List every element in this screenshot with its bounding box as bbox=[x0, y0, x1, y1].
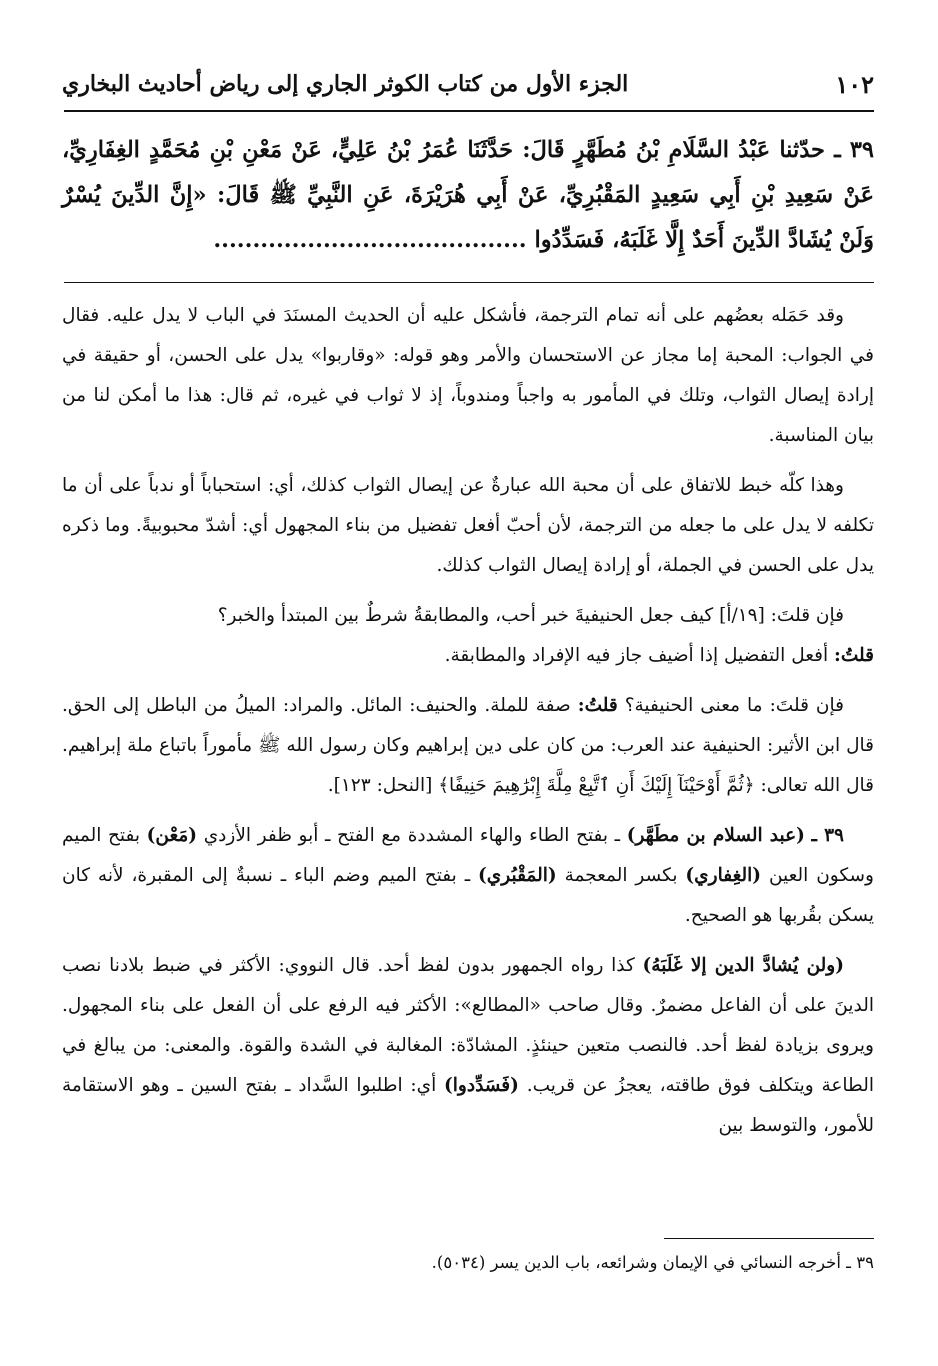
commentary-paragraph: (ولن يُشادَّ الدين إلا غَلَبَهُ) كذا رواه الجمهور بدون لفظ أحد. قال النووي: الأكثر في ضبط بلادنا نصب الدينَ على أن الفاعل مضمرٌ. وقال صاحب «المطالع»: الأكثر فيه الرفع على أن الفعل على بناء المجهول. ويروى بزيادة لفظ أحد. فالنصب متعين حينئذٍ. المشادّة: المغالبة في الشدة والقوة. والمعنى: من يبالغ في الطاعة ويتكلف فوق طاقته، يعجزُ عن قريب. (فَسَدِّدوا) أي: اطلبوا السَّداد ـ بفتح السين ـ وهو الاستقامة للأمور، والتوسط بين bbox=[62, 955, 874, 1136]
page-header bbox=[62, 62, 874, 106]
glossed-term: (المَقْبُري) bbox=[478, 865, 557, 886]
glossed-term: (فَسَدِّدوا) bbox=[444, 1075, 519, 1096]
commentary-paragraph: ٣٩ ـ (عبد السلام بن مطَهَّر) ـ بفتح الطاء والهاء المشددة مع الفتح ـ أبو ظفر الأزدي (مَعْن) بفتح الميم وسكون العين (الغِفاري) بكسر المعجمة (المَقْبُري) ـ بفتح الميم وضم الباء ـ نسبةٌ إلى المقبرة، لأنه كان يسكن بقُربها هو الصحيح. bbox=[62, 825, 874, 926]
hadith-text-block bbox=[62, 128, 874, 263]
hadith-text: حدّثنا عَبْدُ السَّلَامِ بْنُ مُطَهَّرٍ قَالَ: حَدَّثَنَا عُمَرُ بْنُ عَلِيٍّ، عَنْ مَعْنِ بْنِ مُحَمَّدٍ الغِفَارِيِّ، عَنْ سَعِيدِ بْنِ أَبِي سَعِيدٍ المَقْبُرِيِّ، عَنْ أَبِي هُرَيْرَةَ، عَنِ النَّبِيِّ ﷺ قَالَ: «إِنَّ الدِّينَ يُسْرٌ وَلَنْ يُشَادَّ الدِّينَ أَحَدٌ إِلَّا غَلَبَهُ، فَسَدِّدُوا ........................................ bbox=[62, 137, 874, 253]
commentary-paragraph: وهذا كلّه خبط للاتفاق على أن محبة الله عبارةٌ عن إيصال الثواب كذلك، أي: استحباباً أو ندباً على أن ما تكلفه لا يدل على ما جعله من الترجمة، لأن أحبّ أفعل تفضيل من بناء المجهول أي: أشدّ محبوبيةً. وما ذكره يدل على الحسن في الجملة، أو إرادة إيصال الثواب كذلك. bbox=[62, 475, 874, 576]
footnote: ٣٩ ـ أخرجه النسائي في الإيمان وشرائعه، باب الدين يسر (٥٠٣٤). bbox=[431, 1253, 874, 1272]
hadith-number: ٣٩ ـ bbox=[834, 137, 874, 163]
page-number: ١٠٢ bbox=[835, 69, 874, 99]
footnote-rule bbox=[664, 1238, 874, 1239]
commentary-paragraph: فإن قلتَ: ما معنى الحنيفية؟ قلتُ: صفة للملة. والحنيف: المائل. والمراد: الميلُ من الباطل إلى الحق. قال ابن الأثير: الحنيفية عند العرب: من كان على دين إبراهيم وكان رسول الله ﷺ مأموراً باتباع ملة إبراهيم. قال الله تعالى: ﴿ثُمَّ أَوْحَيْنَآ إِلَيْكَ أَنِ ٱتَّبِعْ مِلَّةَ إِبْرَٰهِيمَ حَنِيفًا﴾ [النحل: ١٢٣]. bbox=[62, 695, 874, 796]
answer-label: قلتُ: bbox=[577, 695, 618, 716]
entry-number: ٣٩ ـ bbox=[811, 825, 844, 846]
glossed-term: (الغِفاري) bbox=[685, 865, 762, 886]
answer-label: قلتُ: bbox=[834, 645, 874, 666]
glossed-term: (مَعْن) bbox=[146, 825, 198, 846]
commentary-paragraph: فإن قلتَ: [١٩/أ] كيف جعل الحنيفيةَ خبر أحب، والمطابقةُ شرطٌ بين المبتدأ والخبر؟ قلتُ: أفعل التفضيل إذا أضيف جاز فيه الإفراد والمطابقة. bbox=[217, 605, 874, 666]
running-title: الجزء الأول من كتاب الكوثر الجاري إلى رياض أحاديث البخاري bbox=[62, 71, 629, 97]
glossed-term: (عبد السلام بن مطَهَّر) bbox=[626, 825, 805, 846]
section-divider bbox=[64, 282, 874, 283]
commentary-block bbox=[62, 296, 874, 1156]
commentary-paragraph: وقد حَمَله بعضُهم على أنه تمام الترجمة، فأشكل عليه أن الحديث المسنَدَ في الباب لا يدل عليه. فقال في الجواب: المحبة إما مجاز عن الاستحسان والأمر وهو قوله: «وقاربوا» يدل على الحسن، أو حقيقة في إرادة إيصال الثواب، وتلك في المأمور به واجباً ومندوباً، إذ لا ثواب في غيره، ثم قال: هذا ما أمكن لنا من بيان المناسبة. bbox=[62, 305, 874, 446]
glossed-term: (ولن يُشادَّ الدين إلا غَلَبَهُ) bbox=[642, 955, 844, 976]
header-rule bbox=[64, 110, 874, 112]
